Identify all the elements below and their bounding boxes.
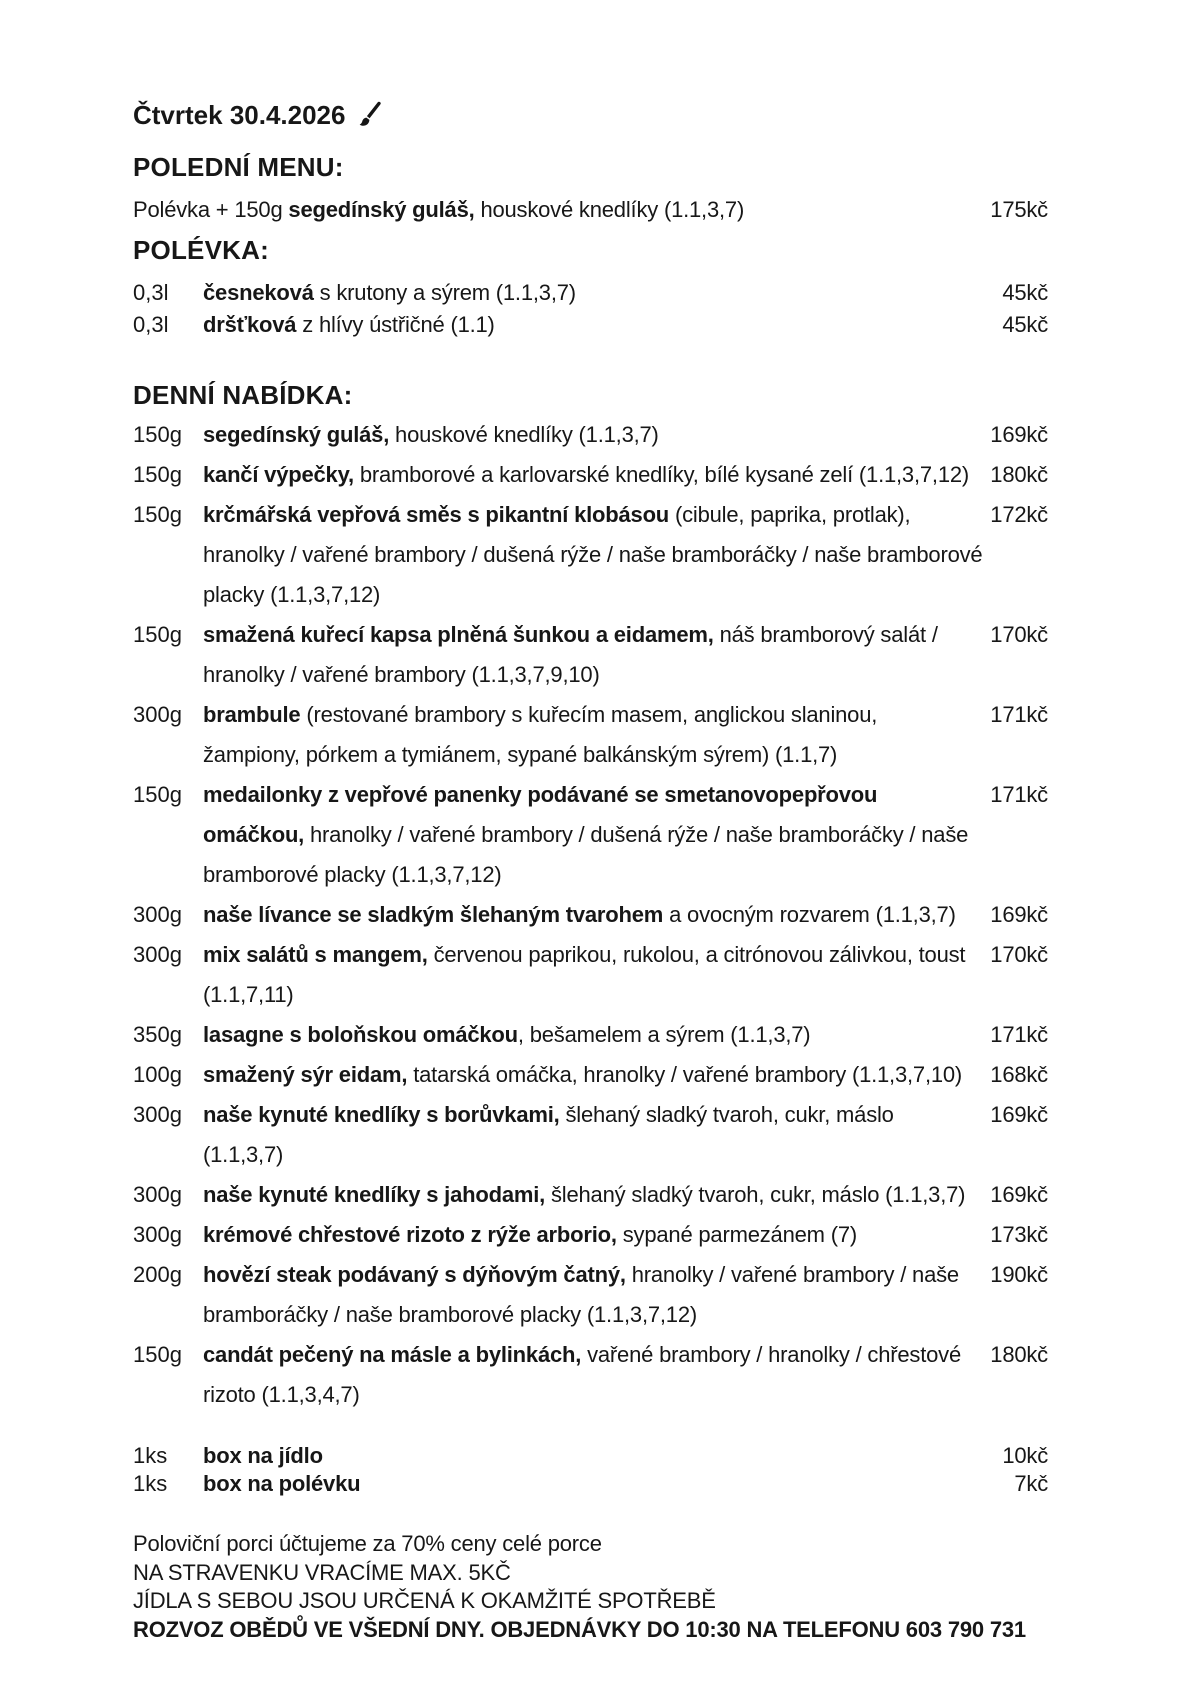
- item-quantity: 150g: [133, 622, 182, 647]
- item-name: medailonky z vepřové panenky podávané se smetanovopepřovou omáčkou,: [203, 782, 878, 847]
- menu-item-row: [133, 1095, 1048, 1175]
- item-desc: červenou paprikou, rukolou, a citrónovou zálivkou, toust (1.1,7,11): [203, 942, 966, 1007]
- item-price: 169kč: [990, 1102, 1048, 1127]
- item-desc: vařené brambory / hranolky / chřestové rizoto (1.1,3,4,7): [203, 1342, 962, 1407]
- item-name: krémové chřestové rizoto z rýže arborio,: [203, 1222, 617, 1247]
- item-name: box na jídlo: [203, 1443, 323, 1468]
- item-name: segedínský guláš,: [203, 422, 390, 447]
- item-price: 170kč: [990, 942, 1048, 967]
- item-price: 169kč: [990, 422, 1048, 447]
- box-row: [133, 1442, 1048, 1470]
- item-quantity: 1ks: [133, 1443, 168, 1468]
- menu-item-row: [133, 1015, 1048, 1055]
- item-price: 171kč: [990, 782, 1048, 807]
- item-quantity: 150g: [133, 422, 182, 447]
- item-quantity: 150g: [133, 1342, 182, 1367]
- takeaway-box-list: [133, 1442, 1048, 1498]
- item-price: 7kč: [1014, 1471, 1048, 1496]
- menu-item-row: [133, 695, 1048, 775]
- item-price: 172kč: [990, 502, 1048, 527]
- item-price: 173kč: [990, 1222, 1048, 1247]
- item-quantity: 300g: [133, 902, 182, 927]
- item-desc: bramborové a karlovarské knedlíky, bílé kysané zelí (1.1,3,7,12): [353, 462, 970, 487]
- item-price: 170kč: [990, 622, 1048, 647]
- item-price: 169kč: [990, 902, 1048, 927]
- date-text: Čtvrtek 30.4.2026: [133, 100, 346, 130]
- item-desc: šlehaný sladký tvaroh, cukr, máslo (1.1,3,7): [203, 1102, 894, 1167]
- item-name: naše kynuté knedlíky s borůvkami,: [203, 1102, 560, 1127]
- item-desc: náš bramborový salát / hranolky / vařené brambory (1.1,3,7,9,10): [203, 622, 938, 687]
- item-quantity: 300g: [133, 1182, 182, 1207]
- item-desc: tatarská omáčka, hranolky / vařené brambory (1.1,3,7,10): [407, 1062, 963, 1087]
- item-name: segedínský guláš,: [288, 197, 475, 222]
- item-price: 169kč: [990, 1182, 1048, 1207]
- item-price: 10kč: [1002, 1443, 1048, 1468]
- item-price: 180kč: [990, 462, 1048, 487]
- item-quantity: 200g: [133, 1262, 182, 1287]
- item-price: 171kč: [990, 1022, 1048, 1047]
- item-quantity: 150g: [133, 462, 182, 487]
- item-name: kančí výpečky,: [203, 462, 354, 487]
- item-quantity: 350g: [133, 1022, 182, 1047]
- item-name: dršťková: [203, 312, 297, 337]
- item-name: box na polévku: [203, 1471, 361, 1496]
- soup-heading: POLÉVKA:: [133, 235, 269, 265]
- item-quantity: 300g: [133, 702, 182, 727]
- item-desc: houskové knedlíky (1.1,3,7): [474, 197, 745, 222]
- item-price: 190kč: [990, 1262, 1048, 1287]
- item-prefix: Polévka + 150g: [133, 197, 289, 222]
- menu-item-row: [133, 935, 1048, 1015]
- menu-item-row: [133, 1255, 1048, 1335]
- item-price: 168kč: [990, 1062, 1048, 1087]
- item-desc: s krutony a sýrem (1.1,3,7): [313, 280, 576, 305]
- item-price: 45kč: [1002, 312, 1048, 337]
- item-quantity: 0,3l: [133, 312, 169, 337]
- item-name: mix salátů s mangem,: [203, 942, 428, 967]
- soup-list: [133, 277, 1048, 341]
- item-name: naše lívance se sladkým šlehaným tvarohem: [203, 902, 664, 927]
- item-name: candát pečený na másle a bylinkách,: [203, 1342, 582, 1367]
- item-desc: (restované brambory s kuřecím masem, anglickou slaninou, žampiony, pórkem a tymiánem, sypané balkánským sýrem) (1.1,7): [203, 702, 878, 767]
- item-desc: houskové knedlíky (1.1,3,7): [389, 422, 659, 447]
- menu-item-row: [133, 1055, 1048, 1095]
- item-desc: z hlívy ústřičné (1.1): [296, 312, 495, 337]
- item-quantity: 100g: [133, 1062, 182, 1087]
- item-name: brambule: [203, 702, 301, 727]
- item-quantity: 300g: [133, 942, 182, 967]
- daily-menu-list: [133, 415, 1048, 1415]
- footer-line: NA STRAVENKU VRACÍME MAX. 5KČ: [133, 1559, 511, 1585]
- item-name: krčmářská vepřová směs s pikantní klobásou: [203, 502, 670, 527]
- item-name: lasagne s boloňskou omáčkou: [203, 1022, 518, 1047]
- footer-line: ROZVOZ OBĚDŮ VE VŠEDNÍ DNY. OBJEDNÁVKY DO 10:30 NA TELEFONU 603 790 731: [133, 1616, 1026, 1642]
- item-price: 171kč: [990, 702, 1048, 727]
- item-quantity: 1ks: [133, 1471, 168, 1496]
- item-desc: hranolky / vařené brambory / dušená rýže / naše bramboráčky / naše bramborové placky (1.1,3,7,12): [203, 822, 969, 887]
- item-desc: sypané parmezánem (7): [616, 1222, 857, 1247]
- item-price: 175kč: [990, 197, 1048, 222]
- menu-item-row: [133, 895, 1048, 935]
- menu-item-row: [133, 455, 1048, 495]
- date-line: [133, 100, 1048, 130]
- item-name: hovězí steak podávaný s dýňovým čatný,: [203, 1262, 626, 1287]
- item-name: smažená kuřecí kapsa plněná šunkou a eidamem,: [203, 622, 714, 647]
- menu-item-row: [133, 615, 1048, 695]
- item-name: naše kynuté knedlíky s jahodami,: [203, 1182, 546, 1207]
- item-desc: a ovocným rozvarem (1.1,3,7): [663, 902, 956, 927]
- menu-item-row: [133, 1175, 1048, 1215]
- daily-menu-heading: DENNÍ NABÍDKA:: [133, 380, 353, 410]
- item-price: 45kč: [1002, 280, 1048, 305]
- item-desc: (cibule, paprika, protlak), hranolky / vařené brambory / dušená rýže / naše bramboráčky / naše bramborové placky (1.1,3,7,12): [203, 502, 983, 607]
- item-name: česneková: [203, 280, 314, 305]
- footer-line: JÍDLA S SEBOU JSOU URČENÁ K OKAMŽITÉ SPOTŘEBĚ: [133, 1588, 716, 1613]
- menu-item-row: [133, 495, 1048, 615]
- item-quantity: 300g: [133, 1222, 182, 1247]
- soup-row: [133, 277, 1048, 309]
- menu-item-row: [133, 1335, 1048, 1415]
- lunch-menu-item: [133, 195, 1048, 225]
- footer-notes: [133, 1530, 1048, 1644]
- item-price: 180kč: [990, 1342, 1048, 1367]
- paintbrush-icon: [357, 101, 382, 130]
- menu-item-row: [133, 1215, 1048, 1255]
- menu-item-row: [133, 415, 1048, 455]
- menu-item-row: [133, 775, 1048, 895]
- lunch-menu-heading: POLEDNÍ MENU:: [133, 152, 344, 182]
- item-name: smažený sýr eidam,: [203, 1062, 408, 1087]
- item-quantity: 300g: [133, 1102, 182, 1127]
- box-row: [133, 1470, 1048, 1498]
- item-desc: , bešamelem a sýrem (1.1,3,7): [517, 1022, 811, 1047]
- soup-row: [133, 309, 1048, 341]
- item-desc: šlehaný sladký tvaroh, cukr, máslo (1.1,3,7): [545, 1182, 966, 1207]
- item-quantity: 150g: [133, 502, 182, 527]
- item-desc: hranolky / vařené brambory / naše bramboráčky / naše bramborové placky (1.1,3,7,12): [203, 1262, 959, 1327]
- item-quantity: 0,3l: [133, 280, 169, 305]
- footer-line: Poloviční porci účtujeme za 70% ceny celé porce: [133, 1531, 602, 1556]
- item-quantity: 150g: [133, 782, 182, 807]
